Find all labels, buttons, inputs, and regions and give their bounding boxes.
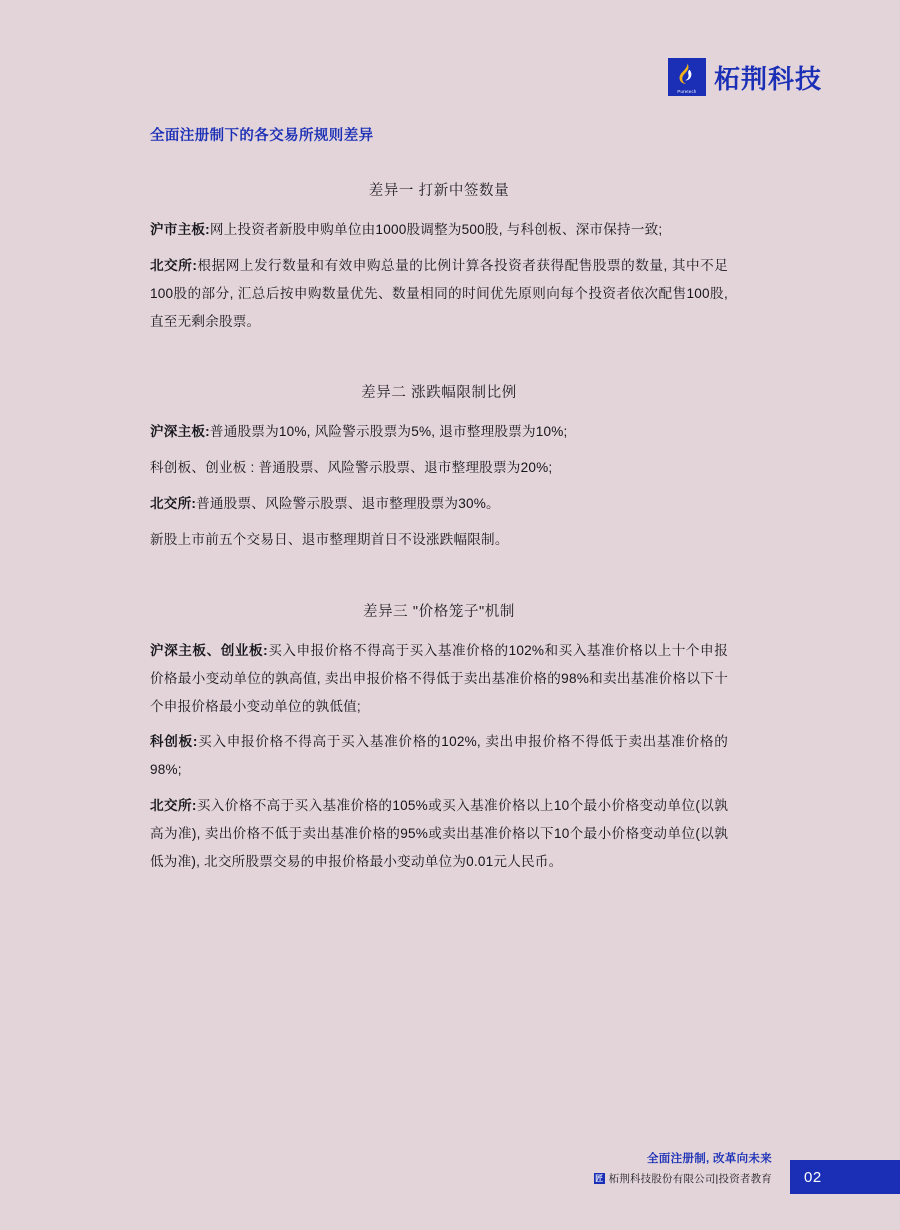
paragraph-text: 普通股票为10%, 风险警示股票为5%, 退市整理股票为10%; <box>209 424 568 440</box>
paragraph <box>150 216 728 244</box>
paragraph-text: 网上投资者新股申购单位由1000股调整为500股, 与科创板、深市保持一致; <box>209 222 663 237</box>
paragraph <box>150 252 728 336</box>
paragraph-lead: 沪市主板: <box>150 222 210 237</box>
paragraph-lead: 沪深主板: <box>150 424 210 440</box>
paragraph-text: 新股上市前五个交易日、退市整理期首日不设涨跌幅限制。 <box>150 532 509 548</box>
page-footer <box>0 1138 900 1230</box>
logo-mark-text: Puretech <box>677 88 697 94</box>
paragraph <box>150 526 728 554</box>
brand-logo <box>668 58 822 96</box>
section-heading: 差异三 "价格笼子"机制 <box>362 603 516 620</box>
section-heading: 差异二 涨跌幅限制比例 <box>361 385 517 402</box>
flame-glyph-icon <box>674 62 698 86</box>
page-number: 02 <box>790 1160 900 1194</box>
paragraph-text: 买入申报价格不得高于买入基准价格的102%, 卖出申报价格不得低于卖出基准价格的98%; <box>150 734 728 778</box>
paragraph <box>150 792 728 876</box>
footer-org-text: 柘荆科技股份有限公司|投资者教育 <box>608 1173 772 1185</box>
paragraph-lead: 北交所: <box>150 798 197 814</box>
section-spacer <box>150 562 728 600</box>
paragraph-lead: 北交所: <box>150 257 198 273</box>
paragraph-text: 根据网上发行数量和有效申购总量的比例计算各投资者获得配售股票的数量, 其中不足100股的部分, 汇总后按申购数量优先、数量相同的时间优先原则向每个投资者依次配售100股, 直至无剩余股票。 <box>150 257 728 329</box>
paragraph <box>150 490 728 518</box>
logo-wordmark: 柘荆科技 <box>713 64 822 95</box>
paragraph-lead: 北交所: <box>150 496 197 512</box>
section-heading: 差异一 打新中签数量 <box>368 183 510 199</box>
company-badge-icon: 匠 <box>595 1174 604 1183</box>
paragraph-text: 买入价格不高于买入基准价格的105%或买入基准价格以上10个最小价格变动单位(以孰高为准), 卖出价格不低于卖出基准价格的95%或卖出基准价格以下10个最小价格变动单位(以孰低为准), 北交所股票交易的申报价格最小变动单位为0.01元人民币。 <box>150 798 728 869</box>
paragraph-text: 科创板、创业板 : 普通股票、风险警示股票、退市整理股票为20%; <box>150 460 553 476</box>
page-title: 全面注册制下的各交易所规则差异 <box>150 128 374 144</box>
document-body <box>150 124 728 884</box>
paragraph-text: 普通股票、风险警示股票、退市整理股票为30%。 <box>196 496 500 512</box>
flame-logo-icon <box>668 58 706 96</box>
section-difference-3 <box>150 600 728 876</box>
section-spacer <box>150 343 728 381</box>
paragraph-text: 买入申报价格不得高于买入基准价格的102%和买入基准价格以上十个申报价格最小变动单位的孰高值, 卖出申报价格不得低于卖出基准价格的98%和卖出基准价格以下十个申报价格最小变动单位的孰低值; <box>150 642 728 714</box>
paragraph <box>150 454 728 482</box>
paragraph <box>150 728 728 784</box>
footer-tagline: 全面注册制, 改革向未来 <box>647 1153 772 1165</box>
section-difference-2 <box>150 381 728 553</box>
paragraph-lead: 科创板: <box>150 734 198 750</box>
paragraph <box>150 418 728 446</box>
paragraph <box>150 637 728 721</box>
paragraph-lead: 沪深主板、创业板: <box>150 642 268 658</box>
footer-org-line <box>594 1171 772 1186</box>
section-difference-1 <box>150 179 728 335</box>
